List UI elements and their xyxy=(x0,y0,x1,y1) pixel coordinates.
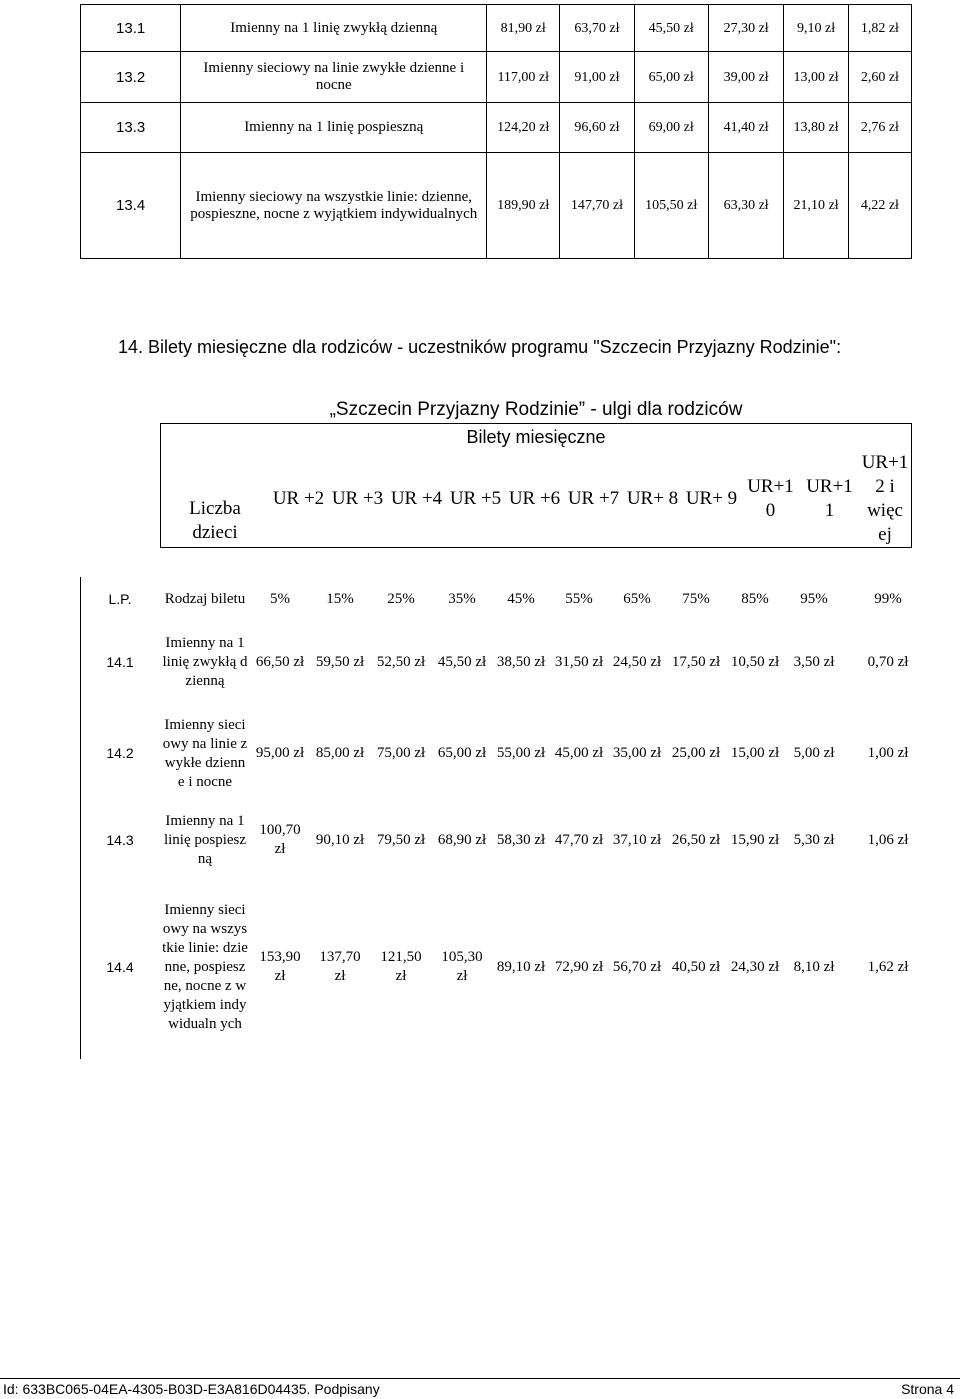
price-cell: 35,00 zł xyxy=(612,745,662,761)
price-cell: 68,90 zł xyxy=(437,831,487,848)
price-cell: 147,70 zł xyxy=(560,153,634,259)
price-cell: 2,60 zł xyxy=(848,52,911,103)
table-row xyxy=(80,622,932,702)
table-row xyxy=(81,5,912,52)
rodzaj-biletu-label: Rodzaj biletu xyxy=(164,591,246,607)
price-cell: 90,10 zł xyxy=(315,831,365,848)
ticket-code: 13.1 xyxy=(81,5,181,52)
program-title: „Szczecin Przyjazny Rodzinie” - ulgi dla rodziców xyxy=(329,399,743,420)
price-cell: 13,00 zł xyxy=(784,52,848,103)
price-cell: 81,90 zł xyxy=(487,5,560,52)
price-cell: 85,00 zł xyxy=(315,745,365,761)
ticket-name: Imienny na 1 linię pospieszną xyxy=(181,103,487,153)
monthly-tickets-header xyxy=(160,423,912,548)
child-count-column: UR+1 1 xyxy=(806,475,853,521)
price-cell: 31,50 zł xyxy=(554,653,604,670)
discount-cell: 15% xyxy=(326,591,354,607)
discount-cell: 45% xyxy=(507,591,535,607)
table-13 xyxy=(80,4,912,259)
price-cell: 58,30 zł xyxy=(496,831,546,848)
document-id: Id: 633BC065-04EA-4305-B03D-E3A816D04435. Podpisany xyxy=(3,1381,380,1397)
price-cell: 5,30 zł xyxy=(793,831,835,848)
price-cell: 39,00 zł xyxy=(708,52,784,103)
price-cell: 45,00 zł xyxy=(554,745,604,761)
child-count-column: UR +2 xyxy=(272,487,325,509)
ticket-name: Imienny na 1 linię zwykłą dzienną xyxy=(162,634,248,689)
price-cell: 100,70 zł xyxy=(259,822,301,857)
price-cell: 26,50 zł xyxy=(671,831,721,848)
price-cell: 59,50 zł xyxy=(315,653,365,670)
price-cell: 1,00 zł xyxy=(867,745,909,761)
price-cell: 4,22 zł xyxy=(848,153,911,259)
price-cell: 1,06 zł xyxy=(867,831,909,848)
discount-cell: 25% xyxy=(387,591,415,607)
ticket-code: 13.4 xyxy=(81,153,181,259)
table-row xyxy=(80,805,932,875)
price-cell: 13,80 zł xyxy=(784,103,848,153)
price-cell: 66,50 zł xyxy=(255,653,305,670)
ticket-code: 14.2 xyxy=(106,745,134,761)
table-row xyxy=(81,52,912,103)
price-cell: 21,10 zł xyxy=(784,153,848,259)
discount-cell: 99% xyxy=(874,591,902,607)
discount-cell: 85% xyxy=(741,591,769,607)
child-count-column: UR +7 xyxy=(567,487,620,509)
price-cell: 24,30 zł xyxy=(730,958,780,975)
price-cell: 63,30 zł xyxy=(708,153,784,259)
price-cell: 47,70 zł xyxy=(554,831,604,848)
price-cell: 121,50 zł xyxy=(380,949,422,984)
price-cell: 75,00 zł xyxy=(376,745,426,761)
ticket-name: Imienny na 1 linię pospieszną xyxy=(163,812,247,867)
table-row xyxy=(81,153,912,259)
table-row xyxy=(80,702,932,805)
price-cell: 137,70 zł xyxy=(319,949,361,984)
price-cell: 1,82 zł xyxy=(848,5,911,52)
child-count-column: UR +3 xyxy=(331,487,384,509)
price-cell: 15,00 zł xyxy=(730,745,780,761)
child-count-column: UR +4 xyxy=(390,487,443,509)
ticket-name: Imienny sieciowy na linie zwykłe dzienne i nocne xyxy=(181,52,487,103)
price-cell: 52,50 zł xyxy=(376,653,426,670)
price-cell: 45,50 zł xyxy=(437,653,487,670)
table-14-left-border xyxy=(80,577,81,1059)
price-cell: 153,90 zł xyxy=(259,949,301,984)
price-cell: 40,50 zł xyxy=(671,958,721,975)
child-count-column: UR+1 2 i więc ej xyxy=(861,451,909,545)
lp-label: L.P. xyxy=(108,591,132,607)
ticket-name: Imienny na 1 linię zwykłą dzienną xyxy=(181,5,487,52)
price-cell: 10,50 zł xyxy=(730,653,780,670)
ticket-code: 14.4 xyxy=(106,958,134,975)
section-14-heading: 14. Bilety miesięczne dla rodziców - uczestników programu "Szczecin Przyjazny Rodzinie": xyxy=(118,337,842,357)
price-cell: 89,10 zł xyxy=(496,958,546,975)
discount-cell: 95% xyxy=(800,591,828,607)
price-cell: 38,50 zł xyxy=(496,653,546,670)
price-cell: 124,20 zł xyxy=(487,103,560,153)
child-count-column: UR+ 8 xyxy=(626,487,679,509)
price-cell: 63,70 zł xyxy=(560,5,634,52)
ticket-name: Imienny sieciowy na wszystkie linie: dzienne, pospieszne, nocne z wyjątkiem indywidualnych xyxy=(181,153,487,259)
ticket-code: 13.2 xyxy=(81,52,181,103)
ticket-name: Imienny sieciowy na linie zwykłe dzienne i nocne xyxy=(162,716,248,790)
price-cell: 56,70 zł xyxy=(612,958,662,975)
price-cell: 8,10 zł xyxy=(793,958,835,975)
monthly-tickets-subtitle: Bilety miesięczne xyxy=(466,427,606,448)
price-cell: 96,60 zł xyxy=(560,103,634,153)
child-count-column: UR+ 9 xyxy=(685,487,738,509)
price-cell: 17,50 zł xyxy=(671,653,721,670)
page-footer xyxy=(0,1378,960,1399)
table-14-body xyxy=(80,577,932,1059)
discount-cell: 35% xyxy=(448,591,476,607)
discount-cell: 75% xyxy=(682,591,710,607)
ticket-name: Imienny sieciowy na wszystkie linie: dzienne, pospieszne, nocne z wyjątkiem indywidualn ych xyxy=(162,901,248,1032)
child-count-column: UR+1 0 xyxy=(747,475,794,521)
child-count-column: UR +6 xyxy=(508,487,561,509)
price-cell: 105,30 zł xyxy=(441,949,483,984)
price-cell: 72,90 zł xyxy=(554,958,604,975)
price-cell: 79,50 zł xyxy=(376,831,426,848)
price-cell: 69,00 zł xyxy=(634,103,708,153)
table-row xyxy=(81,103,912,153)
price-cell: 0,70 zł xyxy=(867,653,909,670)
price-cell: 45,50 zł xyxy=(634,5,708,52)
price-cell: 65,00 zł xyxy=(634,52,708,103)
page-number: Strona 4 xyxy=(901,1381,954,1397)
price-cell: 117,00 zł xyxy=(487,52,560,103)
price-cell: 2,76 zł xyxy=(848,103,911,153)
price-cell: 5,00 zł xyxy=(793,745,835,761)
price-cell: 37,10 zł xyxy=(612,831,662,848)
price-cell: 41,40 zł xyxy=(708,103,784,153)
discount-cell: 5% xyxy=(270,591,290,607)
discount-cell: 65% xyxy=(623,591,651,607)
discount-row xyxy=(80,577,932,622)
table-14 xyxy=(80,577,932,1059)
table-13-body xyxy=(81,5,912,259)
price-cell: 3,50 zł xyxy=(793,653,835,670)
price-cell: 95,00 zł xyxy=(255,745,305,761)
table-row xyxy=(80,875,932,1059)
price-cell: 91,00 zł xyxy=(560,52,634,103)
price-cell: 105,50 zł xyxy=(634,153,708,259)
price-cell: 27,30 zł xyxy=(708,5,784,52)
discount-cell: 55% xyxy=(565,591,593,607)
price-cell: 55,00 zł xyxy=(496,745,546,761)
ticket-code: 14.3 xyxy=(106,831,134,848)
price-cell: 24,50 zł xyxy=(612,653,662,670)
price-cell: 15,90 zł xyxy=(730,831,780,848)
price-cell: 1,62 zł xyxy=(867,958,909,975)
price-cell: 25,00 zł xyxy=(671,745,721,761)
child-count-column: UR +5 xyxy=(449,487,502,509)
header-columns-row xyxy=(161,451,912,548)
price-cell: 189,90 zł xyxy=(487,153,560,259)
liczba-dzieci-label: Liczba dzieci xyxy=(189,498,241,543)
ticket-code: 13.3 xyxy=(81,103,181,153)
ticket-code: 14.1 xyxy=(106,653,134,670)
price-cell: 9,10 zł xyxy=(784,5,848,52)
price-cell: 65,00 zł xyxy=(437,745,487,761)
